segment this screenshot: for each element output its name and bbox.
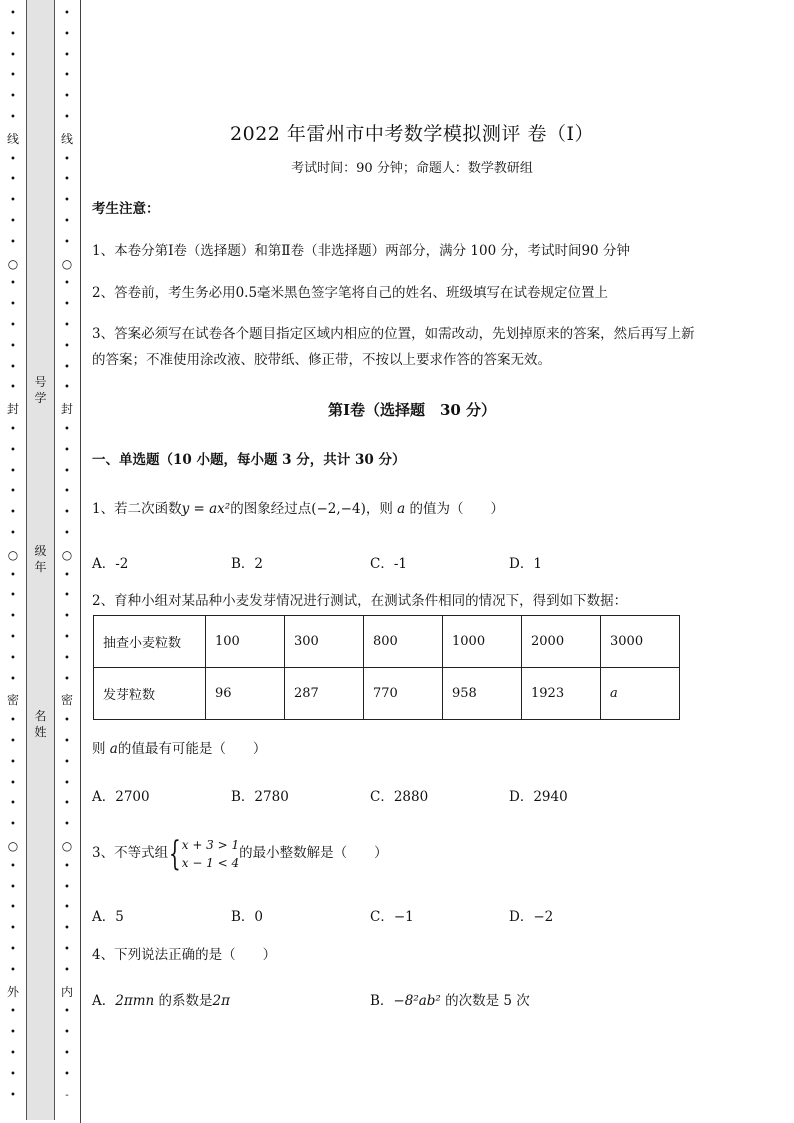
table-cell: 1000 bbox=[443, 616, 522, 668]
q4-option-a[interactable] bbox=[92, 989, 230, 1009]
margin-circle: ○ bbox=[61, 839, 73, 853]
table-cell: 958 bbox=[443, 668, 522, 720]
name-label bbox=[27, 708, 54, 740]
margin-dot: • bbox=[10, 1048, 16, 1059]
part-heading: 一、单选题（10 小题，每小题 3 分，共计 30 分） bbox=[92, 452, 406, 468]
q2-option-d[interactable]: D．2940 bbox=[509, 789, 568, 805]
margin-dot: • bbox=[10, 652, 16, 664]
margin-dot: • bbox=[10, 112, 16, 123]
margin-seal-char: 密 bbox=[60, 693, 73, 708]
margin-dot: • bbox=[10, 611, 16, 623]
margin-dot: • bbox=[10, 28, 16, 40]
table-cell: 抽查小麦粒数 bbox=[94, 616, 206, 668]
margin-dot: • bbox=[10, 444, 16, 456]
notice-heading: 考生注意： bbox=[92, 201, 160, 217]
q1-formula: y = ax² bbox=[181, 501, 231, 517]
margin-dot: • bbox=[10, 195, 16, 207]
table-cell: 发芽粒数 bbox=[94, 668, 206, 720]
q1-var: a bbox=[397, 501, 406, 517]
q3-option-a[interactable]: A．5 bbox=[92, 909, 124, 925]
margin-dot: • bbox=[64, 465, 70, 477]
margin-dot: • bbox=[64, 611, 70, 623]
margin-dot: • bbox=[64, 486, 70, 498]
table-cell: 3000 bbox=[601, 616, 680, 668]
table-cell: 96 bbox=[206, 668, 285, 720]
margin-dot: • bbox=[64, 112, 70, 123]
margin-dot: • bbox=[10, 278, 16, 290]
margin-dot: • bbox=[64, 174, 70, 186]
inequality-line-1: x + 3 > 1 bbox=[181, 837, 240, 852]
margin-dot: • bbox=[64, 923, 70, 935]
margin-dot: • bbox=[10, 465, 16, 477]
margin-dot: • bbox=[64, 299, 70, 311]
notice-item: 3、答案必须写在试卷各个题目指定区域内相应的位置，如需改动，先划掉原来的答案，然后再写上新 bbox=[92, 326, 695, 342]
margin-dot: • bbox=[64, 881, 70, 893]
table-row bbox=[94, 668, 680, 720]
binding-margin-outer bbox=[0, 0, 26, 1123]
section-title: 第Ⅰ卷（选择题 30 分） bbox=[327, 401, 497, 419]
q4-option-a-mid: 的系数是 bbox=[154, 993, 213, 1009]
margin-dot: • bbox=[10, 777, 16, 789]
q3-suffix: 的最小整数解是（ ） bbox=[239, 845, 388, 861]
margin-dot: • bbox=[10, 8, 16, 19]
margin-dot: • bbox=[64, 569, 70, 581]
margin-circle: ○ bbox=[61, 547, 73, 562]
margin-dot: • bbox=[64, 424, 70, 435]
notice-item: 1、本卷分第Ⅰ卷（选择题）和第Ⅱ卷（非选择题）两部分，满分 100 分，考试时间90 分钟 bbox=[92, 243, 630, 259]
margin-seal-char: 封 bbox=[6, 402, 19, 417]
question-4-stem: 4、下列说法正确的是（ ） bbox=[92, 947, 277, 963]
margin-dot: • bbox=[64, 798, 70, 810]
exam-subtitle: 考试时间：90 分钟；命题人：数学教研组 bbox=[291, 161, 533, 176]
margin-dot: • bbox=[64, 361, 70, 373]
table-cell: 100 bbox=[206, 616, 285, 668]
margin-dot: • bbox=[10, 1089, 16, 1101]
name-label-char: 名 bbox=[34, 709, 47, 723]
q1-option-d[interactable]: D．1 bbox=[509, 556, 542, 572]
margin-circle: ○ bbox=[7, 547, 19, 562]
inequality-system bbox=[182, 836, 239, 872]
outer-seal-marks bbox=[0, 0, 26, 1123]
margin-dot: • bbox=[10, 1006, 16, 1018]
inner-seal-marks bbox=[54, 0, 80, 1123]
student-id-label bbox=[27, 374, 54, 406]
notice-item: 2、答卷前，考生务必用0.5毫米黑色签字笔将自己的姓名、班级填写在试卷规定位置上 bbox=[92, 285, 609, 301]
margin-dot: • bbox=[10, 299, 16, 311]
brace-symbol: { bbox=[168, 833, 181, 874]
margin-dot: • bbox=[64, 860, 70, 872]
margin-dot: • bbox=[64, 528, 70, 539]
exam-title: 2022 年雷州市中考数学模拟测评 卷（Ⅰ） bbox=[230, 123, 594, 145]
margin-dot: • bbox=[64, 964, 70, 976]
binding-margin-info-strip bbox=[26, 0, 55, 1120]
grade-label-char: 年 bbox=[34, 560, 47, 574]
table-cell: 1923 bbox=[522, 668, 601, 720]
margin-dot: • bbox=[10, 91, 16, 103]
table-cell: a bbox=[601, 668, 680, 720]
margin-dot: • bbox=[10, 964, 16, 976]
q1-end: 的值为（ ） bbox=[409, 501, 504, 517]
margin-dot: • bbox=[64, 777, 70, 789]
margin-dot: • bbox=[64, 944, 70, 955]
q2-follow-var: a bbox=[109, 741, 118, 757]
table-cell: 770 bbox=[364, 668, 443, 720]
margin-dot: • bbox=[10, 569, 16, 581]
table-cell: 2000 bbox=[522, 616, 601, 668]
margin-dot: • bbox=[10, 174, 16, 186]
margin-dot: • bbox=[10, 736, 16, 747]
margin-dot: • bbox=[64, 70, 70, 82]
margin-circle: ○ bbox=[7, 256, 19, 271]
margin-dot: • bbox=[64, 632, 70, 643]
margin-seal-char: 密 bbox=[6, 693, 19, 708]
margin-dot: • bbox=[64, 902, 70, 914]
table-row bbox=[94, 616, 680, 668]
margin-dot: • bbox=[64, 819, 70, 831]
binding-margin-inner bbox=[54, 0, 81, 1123]
student-id-label-char: 学 bbox=[34, 391, 47, 405]
margin-dot: • bbox=[10, 798, 16, 810]
student-id-label-char: 号 bbox=[34, 375, 47, 389]
margin-dot: • bbox=[10, 715, 16, 727]
table-cell: 800 bbox=[364, 616, 443, 668]
margin-dot: • bbox=[64, 673, 70, 685]
margin-dot: • bbox=[10, 382, 16, 394]
q2-follow-prefix: 则 bbox=[92, 741, 106, 757]
grade-label bbox=[27, 543, 54, 575]
q3-option-d[interactable]: D．−2 bbox=[509, 909, 554, 925]
margin-dot: • bbox=[10, 153, 16, 165]
q4-option-a-expr: 2πmn bbox=[115, 993, 155, 1009]
margin-dot: • bbox=[10, 340, 16, 352]
margin-dot: • bbox=[10, 632, 16, 643]
q1-option-a[interactable]: A．-2 bbox=[92, 556, 129, 572]
margin-dot: • bbox=[64, 236, 70, 248]
q1-suffix: ，则 bbox=[365, 501, 393, 517]
grade-label-char: 级 bbox=[34, 544, 47, 558]
margin-dot: • bbox=[64, 153, 70, 165]
margin-dot: • bbox=[10, 902, 16, 914]
margin-seal-char: 内 bbox=[60, 984, 73, 999]
q3-prefix: 3、不等式组 bbox=[92, 845, 169, 861]
margin-dot: • bbox=[64, 1027, 70, 1039]
margin-dot: • bbox=[64, 1048, 70, 1059]
margin-dot: • bbox=[64, 756, 70, 768]
q1-middle: 的图象经过点 bbox=[230, 501, 312, 517]
q4-option-b-prefix: B． bbox=[370, 993, 394, 1009]
table-cell: 287 bbox=[285, 668, 364, 720]
margin-circle: ○ bbox=[61, 256, 73, 271]
margin-dot: • bbox=[10, 1027, 16, 1039]
margin-dot: • bbox=[64, 444, 70, 456]
q4-option-b-expr: −8²ab² bbox=[393, 993, 441, 1009]
margin-dot: • bbox=[64, 28, 70, 40]
q4-option-a-prefix: A． bbox=[92, 993, 116, 1009]
q2-option-c[interactable]: C．2880 bbox=[370, 789, 429, 805]
margin-dot: • bbox=[10, 881, 16, 893]
name-label-char: 姓 bbox=[34, 725, 47, 739]
notice-item: 的答案；不准使用涂改液、胶带纸、修正带，不按以上要求作答的答案无效。 bbox=[92, 352, 551, 368]
margin-dot: • bbox=[64, 91, 70, 103]
q3-option-b[interactable]: B．0 bbox=[231, 909, 264, 925]
q2-follow-suffix: 的值最有可能是（ ） bbox=[117, 741, 267, 757]
margin-dot: • bbox=[64, 736, 70, 747]
inequality-line-2: x − 1 < 4 bbox=[181, 855, 240, 870]
q1-option-c[interactable]: C．-1 bbox=[370, 556, 407, 572]
margin-seal-char: 线 bbox=[6, 131, 19, 146]
margin-dot: • bbox=[64, 49, 70, 61]
margin-dot: • bbox=[10, 860, 16, 872]
margin-dot: • bbox=[64, 1068, 70, 1080]
margin-dot: • bbox=[10, 49, 16, 61]
margin-dot: • bbox=[64, 278, 70, 290]
table-cell: 300 bbox=[285, 616, 364, 668]
q1-option-b[interactable]: B．2 bbox=[231, 556, 264, 572]
margin-dot: • bbox=[10, 236, 16, 248]
margin-dot: • bbox=[10, 320, 16, 331]
margin-seal-char: 外 bbox=[6, 984, 19, 999]
question-2-follow bbox=[92, 736, 266, 762]
margin-dot: • bbox=[10, 486, 16, 498]
q4-option-b-suffix: 的次数是 5 次 bbox=[440, 993, 530, 1009]
margin-dot: • bbox=[10, 507, 16, 519]
margin-dot: • bbox=[10, 590, 16, 602]
margin-dot: • bbox=[64, 715, 70, 727]
q2-option-b[interactable]: B．2780 bbox=[231, 789, 289, 805]
margin-dot: • bbox=[10, 1068, 16, 1080]
margin-dot: • bbox=[64, 340, 70, 352]
q4-option-a-value: 2π bbox=[212, 993, 230, 1009]
margin-dot: • bbox=[64, 1006, 70, 1018]
question-1 bbox=[92, 496, 504, 522]
margin-dot: • bbox=[10, 528, 16, 539]
margin-seal-char: 封 bbox=[60, 402, 73, 417]
margin-dot: • bbox=[10, 424, 16, 435]
margin-dot: • bbox=[64, 590, 70, 602]
question-3 bbox=[92, 833, 388, 873]
q1-prefix: 1、若二次函数 bbox=[92, 501, 182, 517]
margin-dot: • bbox=[10, 819, 16, 831]
margin-dot: • bbox=[10, 923, 16, 935]
margin-dot: - bbox=[65, 1089, 69, 1101]
q1-point: (−2,−4) bbox=[311, 501, 366, 517]
margin-dot: • bbox=[10, 361, 16, 373]
margin-seal-char: 线 bbox=[60, 131, 73, 146]
margin-dot: • bbox=[64, 382, 70, 394]
margin-dot: • bbox=[64, 216, 70, 227]
margin-dot: • bbox=[64, 320, 70, 331]
q4-option-b[interactable] bbox=[370, 989, 530, 1009]
margin-dot: • bbox=[64, 8, 70, 19]
q2-option-a[interactable]: A．2700 bbox=[92, 789, 150, 805]
margin-dot: • bbox=[10, 216, 16, 227]
margin-dot: • bbox=[64, 652, 70, 664]
margin-dot: • bbox=[10, 673, 16, 685]
germination-table bbox=[93, 615, 680, 720]
margin-dot: • bbox=[10, 944, 16, 955]
question-2-stem: 2、育种小组对某品种小麦发芽情况进行测试，在测试条件相同的情况下，得到如下数据： bbox=[92, 593, 628, 609]
q3-option-c[interactable]: C．−1 bbox=[370, 909, 414, 925]
margin-dot: • bbox=[10, 756, 16, 768]
margin-circle: ○ bbox=[7, 839, 19, 853]
margin-dot: • bbox=[64, 507, 70, 519]
margin-dot: • bbox=[64, 195, 70, 207]
margin-dot: • bbox=[10, 70, 16, 82]
